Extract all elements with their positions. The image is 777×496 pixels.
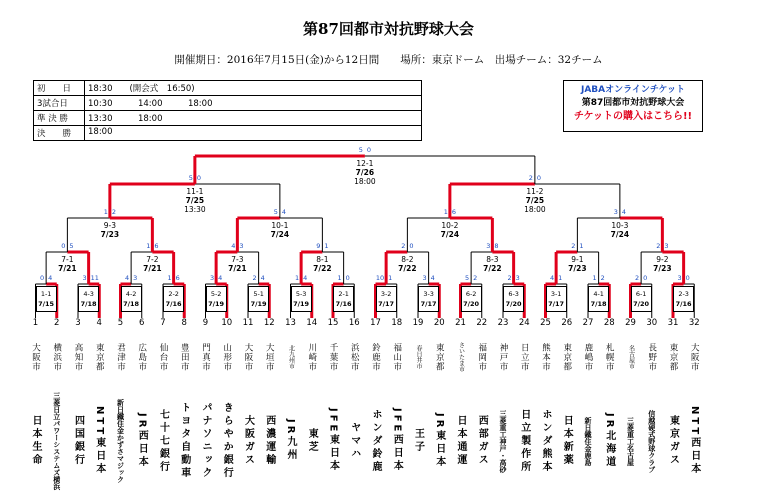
team-entry	[153, 318, 173, 496]
match-time: 13:30	[184, 205, 206, 214]
team-name: JR西日本	[136, 412, 148, 470]
score-label: 1	[592, 274, 597, 282]
score-label: 4	[231, 242, 236, 250]
team-name: 王子	[412, 428, 424, 454]
score-label: 8	[494, 242, 499, 250]
team-city: 春日井市	[415, 345, 422, 369]
team-number: 7	[160, 318, 166, 328]
match-date: 7/19	[293, 300, 310, 308]
team-number: 17	[370, 318, 381, 328]
team-entry	[684, 318, 704, 496]
team-name: 新日鐵住金かずさマジック	[116, 399, 125, 483]
team-city: 長野市	[646, 342, 657, 372]
team-entry	[238, 318, 258, 496]
score-label: 5	[273, 208, 278, 216]
team-entry	[344, 318, 364, 496]
score-label: 1	[579, 242, 584, 250]
match-box	[248, 286, 269, 312]
match-date: 7/22	[313, 264, 332, 273]
match-label	[130, 255, 174, 273]
match-id: 2-1	[338, 290, 349, 298]
score-label: 0	[409, 242, 414, 250]
team-city: 福岡市	[476, 342, 487, 372]
team-number: 27	[582, 318, 594, 328]
team-city: 東京都	[434, 342, 445, 372]
score-label: 4	[218, 274, 223, 282]
match-date: 7/25	[185, 196, 205, 205]
match-date: 7/18	[590, 300, 607, 308]
score-label: 1	[337, 274, 342, 282]
match-id: 4-3	[83, 290, 94, 298]
score-label: 2	[507, 274, 512, 282]
match-id: 6-1	[635, 290, 647, 298]
team-city: 東京都	[561, 342, 572, 372]
score-label: 1	[558, 274, 563, 282]
team-city: 横浜市	[51, 342, 62, 372]
team-name: 四国銀行	[72, 415, 84, 467]
team-number: 30	[646, 318, 658, 328]
team-city: 広島市	[136, 342, 147, 372]
match-box	[503, 286, 524, 312]
schedule-times: 13:30 18:00	[85, 111, 422, 126]
team-number: 24	[518, 318, 530, 328]
match-box	[631, 286, 652, 312]
team-entry	[493, 318, 513, 496]
team-city: 高知市	[73, 342, 83, 372]
score-label: 2	[473, 274, 478, 282]
score-label: 5	[464, 274, 470, 282]
team-entry	[47, 318, 67, 496]
team-name: 東京ガス	[667, 415, 679, 467]
team-entry	[26, 318, 46, 496]
match-date: 7/18	[80, 300, 97, 308]
schedule-label: 初 日	[34, 81, 85, 96]
team-entry	[599, 318, 619, 496]
team-city: 北九州市	[287, 345, 295, 369]
match-id: 5-1	[253, 290, 264, 298]
score-label: 3	[209, 274, 215, 282]
team-name: NTT東日本	[93, 405, 105, 477]
team-city: 大阪市	[30, 342, 41, 372]
match-label	[555, 255, 599, 273]
match-date: 7/22	[398, 264, 417, 273]
score-label: 4	[621, 208, 627, 216]
team-number: 22	[476, 318, 488, 328]
page-title: 第87回都市対抗野球大会	[303, 20, 474, 38]
team-name: 西濃運輸	[263, 415, 275, 467]
team-city: 川崎市	[306, 342, 317, 372]
schedule-times: 10:30 14:00 18:00	[85, 96, 422, 111]
score-label: 1	[443, 208, 448, 216]
score-label: 5	[358, 146, 363, 154]
match-id: 11-2	[526, 187, 544, 196]
match-date: 7/20	[505, 300, 522, 308]
match-date: 7/23	[653, 264, 672, 273]
team-entry	[302, 318, 322, 496]
match-date: 7/21	[58, 264, 77, 273]
score-label: 4	[430, 274, 435, 282]
team-entry	[472, 318, 492, 496]
team-city: 神戸市	[498, 342, 508, 372]
team-name: 西部ガス	[476, 415, 488, 467]
team-city: 熊本市	[540, 342, 551, 372]
team-name: ホンダ熊本	[540, 408, 551, 474]
team-city: 大垣市	[264, 342, 275, 372]
team-city: 君津市	[115, 342, 126, 372]
team-number: 12	[263, 318, 275, 328]
team-name: NTT西日本	[688, 405, 700, 477]
match-id: 11-1	[186, 187, 204, 196]
team-city: 鹿嶋市	[583, 342, 593, 372]
match-id: 1-1	[40, 290, 52, 298]
match-id: 5-2	[210, 290, 222, 298]
team-city: 東京都	[668, 342, 678, 372]
score-label: 2	[634, 274, 640, 282]
schedule-times: 18:30 (開会式 16:50)	[85, 81, 422, 96]
score-label: 2	[656, 242, 661, 250]
match-label	[470, 255, 514, 273]
match-date: 7/25	[525, 196, 545, 205]
team-city: 札幌市	[604, 342, 615, 372]
match-time: 18:00	[524, 205, 546, 214]
team-number: 23	[497, 318, 509, 328]
team-city: 千葉市	[328, 342, 338, 372]
team-number: 14	[306, 318, 318, 328]
team-name: 三菱重工名古屋	[626, 416, 635, 466]
team-name: 日本生命	[30, 415, 41, 467]
team-entry	[663, 318, 683, 496]
team-city: 東京都	[94, 342, 105, 372]
score-label: 4	[303, 274, 308, 282]
team-name: 三菱重工神戸・高砂	[499, 409, 507, 473]
schedule-label: 3試合日	[34, 96, 85, 111]
match-label	[598, 221, 642, 239]
score-label: 9	[316, 242, 321, 250]
team-city: 名古屋市	[627, 345, 635, 369]
team-city: 日立市	[519, 342, 530, 372]
match-box	[546, 286, 567, 312]
match-label	[385, 255, 429, 273]
team-name: きらやか銀行	[221, 402, 233, 480]
match-id: 6-2	[465, 290, 477, 298]
schedule-times: 18:00	[85, 126, 422, 141]
team-name: JR北海道	[603, 412, 615, 470]
team-entry	[429, 318, 449, 496]
team-entry	[642, 318, 662, 496]
match-id: 10-2	[441, 221, 459, 230]
score-label: 5	[69, 242, 74, 250]
team-entry	[111, 318, 131, 496]
team-name: 三菱日立パワーシステムズ横浜	[52, 392, 61, 490]
score-label: 4	[549, 274, 555, 282]
match-label	[88, 221, 132, 239]
match-date: 7/20	[463, 300, 480, 308]
match-label	[300, 255, 344, 273]
score-label: 6	[175, 274, 180, 282]
team-city: さいたま市	[457, 342, 465, 372]
team-number: 9	[202, 318, 209, 328]
score-label: 3	[677, 274, 682, 282]
match-time: 18:00	[354, 177, 376, 186]
match-box	[376, 286, 397, 312]
team-city: 鈴鹿市	[370, 342, 381, 372]
match-label	[173, 187, 217, 214]
score-label: 3	[82, 274, 87, 282]
match-id: 8-1	[316, 255, 329, 264]
score-label: 3	[664, 242, 669, 250]
match-date: 7/24	[440, 230, 460, 239]
team-number: 19	[412, 318, 424, 328]
team-number: 31	[667, 318, 679, 328]
team-city: 大阪市	[243, 342, 253, 372]
match-date: 7/17	[420, 300, 437, 308]
team-number: 6	[139, 318, 145, 328]
team-entry	[323, 318, 343, 496]
score-label: 0	[366, 146, 372, 154]
team-number: 15	[327, 318, 339, 328]
score-label: 11	[90, 274, 99, 282]
team-number: 10	[221, 318, 233, 328]
match-label	[45, 255, 89, 273]
team-entry	[514, 318, 534, 496]
score-label: 4	[48, 274, 53, 282]
team-name: JFE東日本	[327, 408, 339, 474]
team-name: トヨタ自動車	[178, 402, 190, 480]
score-label: 2	[252, 274, 257, 282]
team-number: 3	[75, 318, 81, 328]
team-name: JR東日本	[433, 412, 445, 470]
score-label: 3	[515, 274, 520, 282]
match-id: 10-1	[271, 221, 289, 230]
team-number: 8	[181, 318, 187, 328]
team-number: 20	[433, 318, 445, 328]
score-label: 6	[154, 242, 159, 250]
team-entry	[68, 318, 88, 496]
team-entry	[281, 318, 301, 496]
match-label	[640, 255, 684, 273]
team-entry	[132, 318, 152, 496]
match-id: 7-3	[231, 255, 244, 264]
score-label: 3	[613, 208, 618, 216]
team-city: 大阪市	[689, 342, 700, 372]
team-number: 13	[285, 318, 296, 328]
match-box	[333, 286, 354, 312]
team-name: パナソニック	[200, 402, 211, 480]
match-id: 3-1	[550, 290, 562, 298]
match-date: 7/18	[123, 300, 140, 308]
team-city: 仙台市	[158, 342, 168, 372]
match-box	[163, 286, 184, 312]
team-city: 山形市	[221, 342, 232, 372]
ticket-purchase-link[interactable]: チケットの購入はこちら!!	[573, 111, 693, 122]
team-entry	[451, 318, 471, 496]
team-entry	[408, 318, 428, 496]
match-date: 7/16	[335, 300, 352, 308]
match-date: 7/19	[250, 300, 267, 308]
team-name: 大阪ガス	[242, 415, 254, 467]
schedule-label: 準 決 勝	[34, 111, 85, 126]
match-date: 7/22	[483, 264, 502, 273]
score-label: 10	[375, 274, 385, 282]
match-date: 7/26	[355, 168, 375, 177]
team-name: JFE西日本	[391, 408, 403, 474]
match-date: 7/15	[38, 300, 55, 308]
match-id: 5-3	[295, 290, 307, 298]
match-label	[215, 255, 259, 273]
team-city: 豊田市	[179, 342, 190, 372]
team-city: 門真市	[200, 342, 211, 372]
team-name: 新日鐵住金鹿島	[584, 416, 592, 466]
match-id: 4-1	[593, 290, 604, 298]
event-info: 開催期日：2016年7月15日(金)から12日間 場所：東京ドーム 出場チーム：32チーム	[174, 54, 603, 66]
team-number: 1	[32, 318, 39, 328]
score-label: 4	[281, 208, 287, 216]
score-label: 5	[188, 174, 193, 182]
match-date: 7/16	[675, 300, 692, 308]
team-entry	[89, 318, 109, 496]
match-box	[461, 286, 482, 312]
match-date: 7/23	[568, 264, 587, 273]
team-entry	[621, 318, 641, 496]
team-number: 26	[561, 318, 573, 328]
team-number: 4	[96, 318, 102, 328]
score-label: 0	[345, 274, 350, 282]
score-label: 4	[260, 274, 265, 282]
match-box	[291, 286, 312, 312]
score-label: 1	[103, 208, 108, 216]
score-label: 1	[167, 274, 172, 282]
match-id: 9-3	[103, 221, 116, 230]
team-name: ヤマハ	[348, 421, 360, 461]
team-entry	[174, 318, 194, 496]
score-label: 3	[486, 242, 491, 250]
score-label: 1	[388, 274, 393, 282]
score-label: 1	[146, 242, 151, 250]
team-number: 2	[54, 318, 60, 328]
team-name: 東芝	[306, 428, 318, 454]
match-date: 7/23	[100, 230, 120, 239]
score-label: 0	[61, 242, 66, 250]
score-label: 1	[294, 274, 300, 282]
team-number: 16	[348, 318, 360, 328]
match-box	[121, 286, 142, 312]
match-id: 2-3	[678, 290, 689, 298]
team-number: 32	[688, 318, 700, 328]
team-name: ホンダ鈴鹿	[370, 408, 381, 474]
match-label	[258, 221, 302, 239]
score-label: 0	[536, 174, 542, 182]
match-id: 3-2	[380, 290, 392, 298]
score-label: 2	[111, 208, 117, 216]
score-label: 2	[600, 274, 605, 282]
team-city: 福山市	[391, 342, 402, 372]
match-id: 7-2	[146, 255, 159, 264]
team-entry	[557, 318, 577, 496]
match-id: 8-2	[401, 255, 414, 264]
ticket-provider-text: JABAオンラインチケット	[580, 85, 686, 95]
team-number: 25	[540, 318, 551, 328]
match-label	[343, 159, 387, 186]
match-date: 7/16	[165, 300, 182, 308]
team-name: JR九州	[285, 419, 296, 463]
match-id: 12-1	[356, 159, 374, 168]
match-label	[428, 221, 472, 239]
score-label: 3	[422, 274, 427, 282]
match-box	[588, 286, 609, 312]
match-box	[78, 286, 99, 312]
score-label: 2	[571, 242, 576, 250]
match-id: 9-1	[571, 255, 584, 264]
score-label: 0	[643, 274, 648, 282]
match-id: 3-3	[423, 290, 434, 298]
match-date: 7/24	[610, 230, 630, 239]
match-date: 7/21	[143, 264, 162, 273]
match-id: 6-3	[508, 290, 519, 298]
score-label: 2	[401, 242, 406, 250]
match-id: 8-3	[486, 255, 499, 264]
team-entry	[259, 318, 279, 496]
match-id: 2-2	[168, 290, 179, 298]
score-label: 3	[239, 242, 244, 250]
team-entry	[366, 318, 386, 496]
match-box	[673, 286, 694, 312]
match-box	[206, 286, 227, 312]
match-id: 10-3	[611, 221, 629, 230]
team-entry	[536, 318, 556, 496]
match-date: 7/20	[633, 300, 650, 308]
score-label: 2	[528, 174, 533, 182]
match-date: 7/19	[208, 300, 225, 308]
team-name: 日本新薬	[561, 415, 573, 467]
team-city: 浜松市	[349, 342, 360, 372]
match-id: 9-2	[656, 255, 669, 264]
match-box	[418, 286, 439, 312]
team-number: 11	[242, 318, 254, 328]
score-label: 0	[196, 174, 202, 182]
match-id: 4-2	[125, 290, 137, 298]
team-entry	[196, 318, 216, 496]
match-date: 7/24	[270, 230, 290, 239]
team-entry	[578, 318, 598, 496]
score-label: 1	[324, 242, 329, 250]
team-name: 日本通運	[455, 415, 466, 467]
score-label: 0	[685, 274, 690, 282]
match-date: 7/17	[548, 300, 565, 308]
team-number: 5	[117, 318, 124, 328]
team-entry	[387, 318, 407, 496]
score-label: 6	[451, 208, 457, 216]
match-box	[36, 286, 57, 312]
match-label	[513, 187, 557, 214]
team-number: 29	[625, 318, 636, 328]
team-number: 28	[603, 318, 615, 328]
match-date: 7/21	[228, 264, 247, 273]
match-date: 7/17	[378, 300, 395, 308]
schedule-label: 決 勝	[34, 126, 85, 141]
score-label: 3	[133, 274, 138, 282]
team-number: 21	[455, 318, 466, 328]
team-entry	[217, 318, 237, 496]
team-name: 信越硬式野球クラブ	[647, 409, 656, 473]
team-name: 日立製作所	[518, 408, 530, 474]
team-name: 七十七銀行	[157, 408, 169, 474]
match-id: 7-1	[61, 255, 74, 264]
ticket-event-text: 第87回都市対抗野球大会	[581, 98, 685, 108]
score-label: 4	[124, 274, 130, 282]
score-label: 0	[39, 274, 45, 282]
team-number: 18	[391, 318, 403, 328]
